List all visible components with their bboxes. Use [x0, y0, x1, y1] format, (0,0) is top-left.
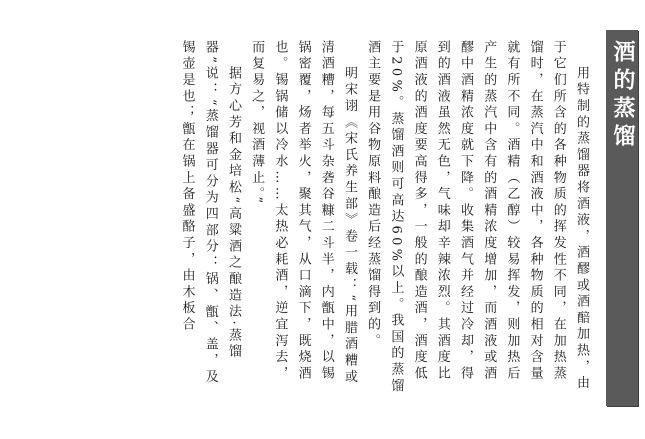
chapter-title-band — [606, 30, 638, 406]
paragraph: 据方心芳和金培松“高粱酒之酿造法·蒸馏器”说：“蒸馏器可分为四部分：锅、甑、盖，及锡壶是也；甑在锅上备盛酪子，由木板合 — [179, 40, 241, 386]
chapter-title: 酒的蒸馏 — [610, 40, 635, 152]
body-text — [175, 40, 593, 395]
paragraph: 明宋诩《宋氏养生部》卷一载：“用腊酒糟或清酒糟，每五斗杂砻谷糠二斗半，内甑中，以锡锅密覆，炀者举火，聚其气，从口滴下，既烧酒也。锡锅储以冷水……太热必耗酒，逆宜泻去，而复易之，视酒薄止。” — [249, 40, 357, 386]
paragraph: 用特制的蒸馏器将酒液，酒醪或酒醅加热，由于它们所含的各种物质的挥发性不同，在加热蒸馏时，在蒸汽中和酒液中，各种物质的相对含量就有所不同。酒精（乙醇）较易挥发，则加热后产生的蒸汽中含有的酒精浓度增加，而酒液或酒醪中酒精浓度就下降。收集酒气并经过冷却，得到的酒液虽然无色，气味却辛辣浓烈。其酒度比原酒液的酒度要高得多，一般的酿造酒，酒度低于20%。蒸馏酒则可高达60%以上。我国的蒸馏酒主要是用谷物原料酿造后经蒸馏得到的。 — [365, 40, 589, 395]
